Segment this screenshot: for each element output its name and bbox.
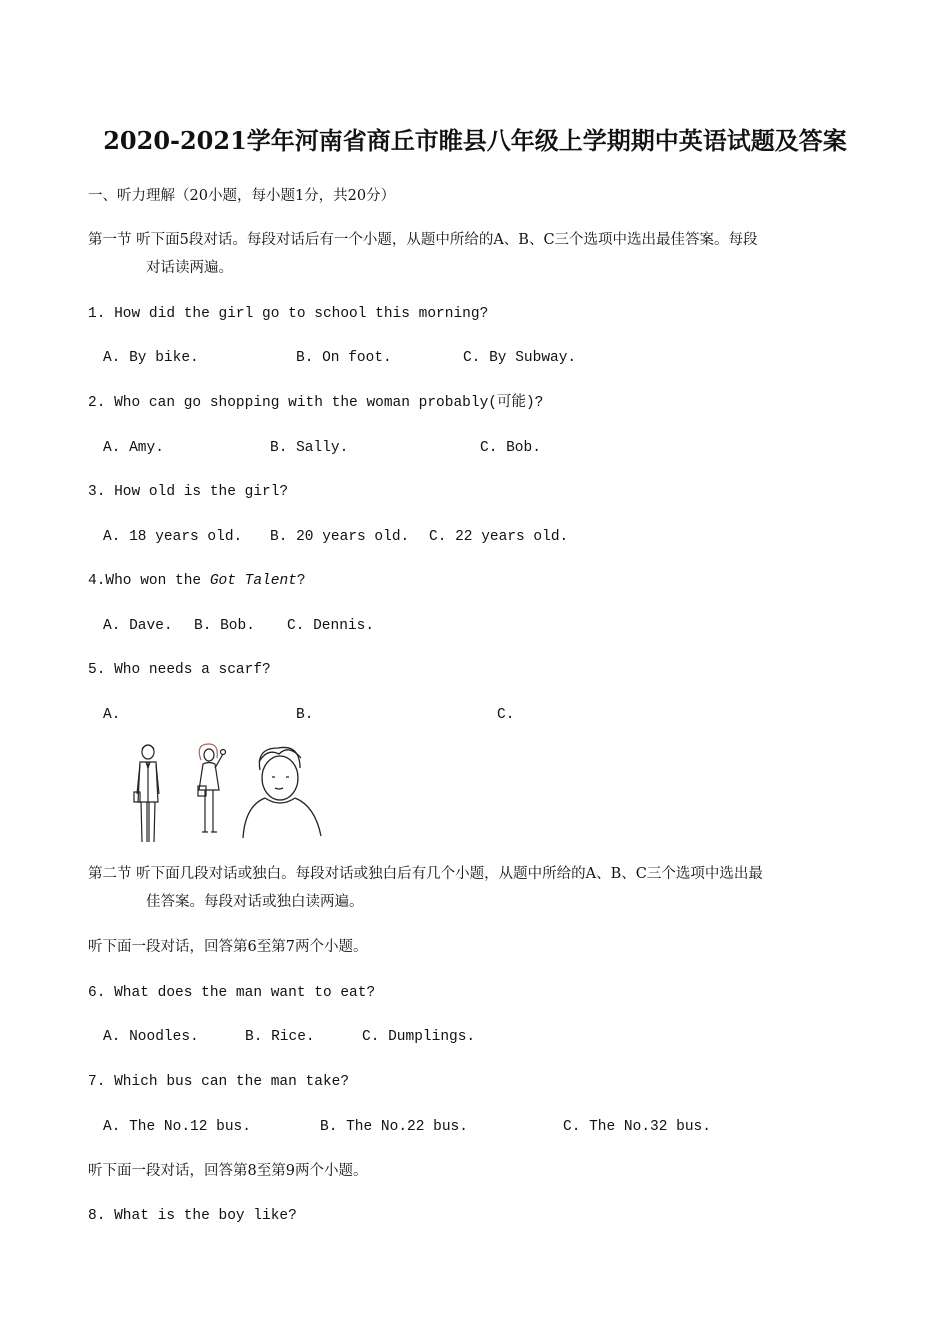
q4-option-c: C. Dennis. [287, 618, 375, 634]
section2-instructions-line2: 佳答案。每段对话或独白读两遍。 [146, 894, 364, 910]
man-in-suit-illustration [134, 745, 159, 842]
question-2: 2. Who can go shopping with the woman probably(可能)? [88, 395, 544, 411]
instruction-q6-q7: 听下面一段对话，回答第6至第7两个小题。 [88, 939, 368, 955]
q4-option-b: B. Bob. [194, 618, 255, 634]
q1-option-c: C. By Subway. [463, 350, 577, 366]
q2-option-b: B. Sally. [270, 440, 349, 456]
q6-option-c: C. Dumplings. [362, 1029, 476, 1045]
section1-instructions-line1: 第一节 听下面5段对话。每段对话后有一个小题，从题中所给的A、B、C三个选项中选出最佳答案。每段 [88, 232, 758, 248]
q3-option-c: C. 22 years old. [429, 529, 569, 545]
q3-option-a: A. 18 years old. [103, 529, 243, 545]
woman-illustration [198, 744, 226, 832]
question-7: 7. Which bus can the man take? [88, 1074, 350, 1090]
q5-option-a: A. [103, 707, 121, 723]
q4-show-name: Got Talent [209, 573, 297, 589]
section2-instructions-line1: 第二节 听下面几段对话或独白。每段对话或独白后有几个小题，从题中所给的A、B、C三个选项中选出最 [88, 866, 763, 882]
q1-option-b: B. On foot. [296, 350, 392, 366]
page-title: 2020-2021学年河南省商丘市睢县八年级上学期期中英语试题及答案 [103, 126, 847, 155]
q7-option-a: A. The No.12 bus. [103, 1119, 251, 1135]
q2-option-a: A. Amy. [103, 440, 164, 456]
part1-heading: 一、听力理解（20小题，每小题1分，共20分） [88, 188, 396, 204]
q5-pictures [125, 740, 330, 845]
q3-option-b: B. 20 years old. [270, 529, 410, 545]
q6-option-a: A. Noodles. [103, 1029, 199, 1045]
instruction-q8-q9: 听下面一段对话，回答第8至第9两个小题。 [88, 1163, 368, 1179]
question-5: 5. Who needs a scarf? [88, 662, 271, 678]
q5-option-c: C. [497, 707, 515, 723]
question-6: 6. What does the man want to eat? [88, 985, 376, 1001]
q1-option-a: A. By bike. [103, 350, 199, 366]
q2-option-c: C. Bob. [480, 440, 541, 456]
q4-stem-end: ? [296, 573, 306, 589]
q4-stem-start: 4.Who won the [88, 573, 210, 589]
q7-option-c: C. The No.32 bus. [563, 1119, 711, 1135]
question-3: 3. How old is the girl? [88, 484, 289, 500]
boy-face-illustration [243, 747, 321, 838]
question-8: 8. What is the boy like? [88, 1208, 297, 1224]
q4-option-a: A. Dave. [103, 618, 173, 634]
q7-option-b: B. The No.22 bus. [320, 1119, 468, 1135]
q6-option-b: B. Rice. [245, 1029, 315, 1045]
section1-instructions-line2: 对话读两遍。 [146, 260, 233, 276]
question-1: 1. How did the girl go to school this morning? [88, 306, 489, 322]
question-4 [88, 571, 306, 591]
q5-option-b: B. [296, 707, 314, 723]
